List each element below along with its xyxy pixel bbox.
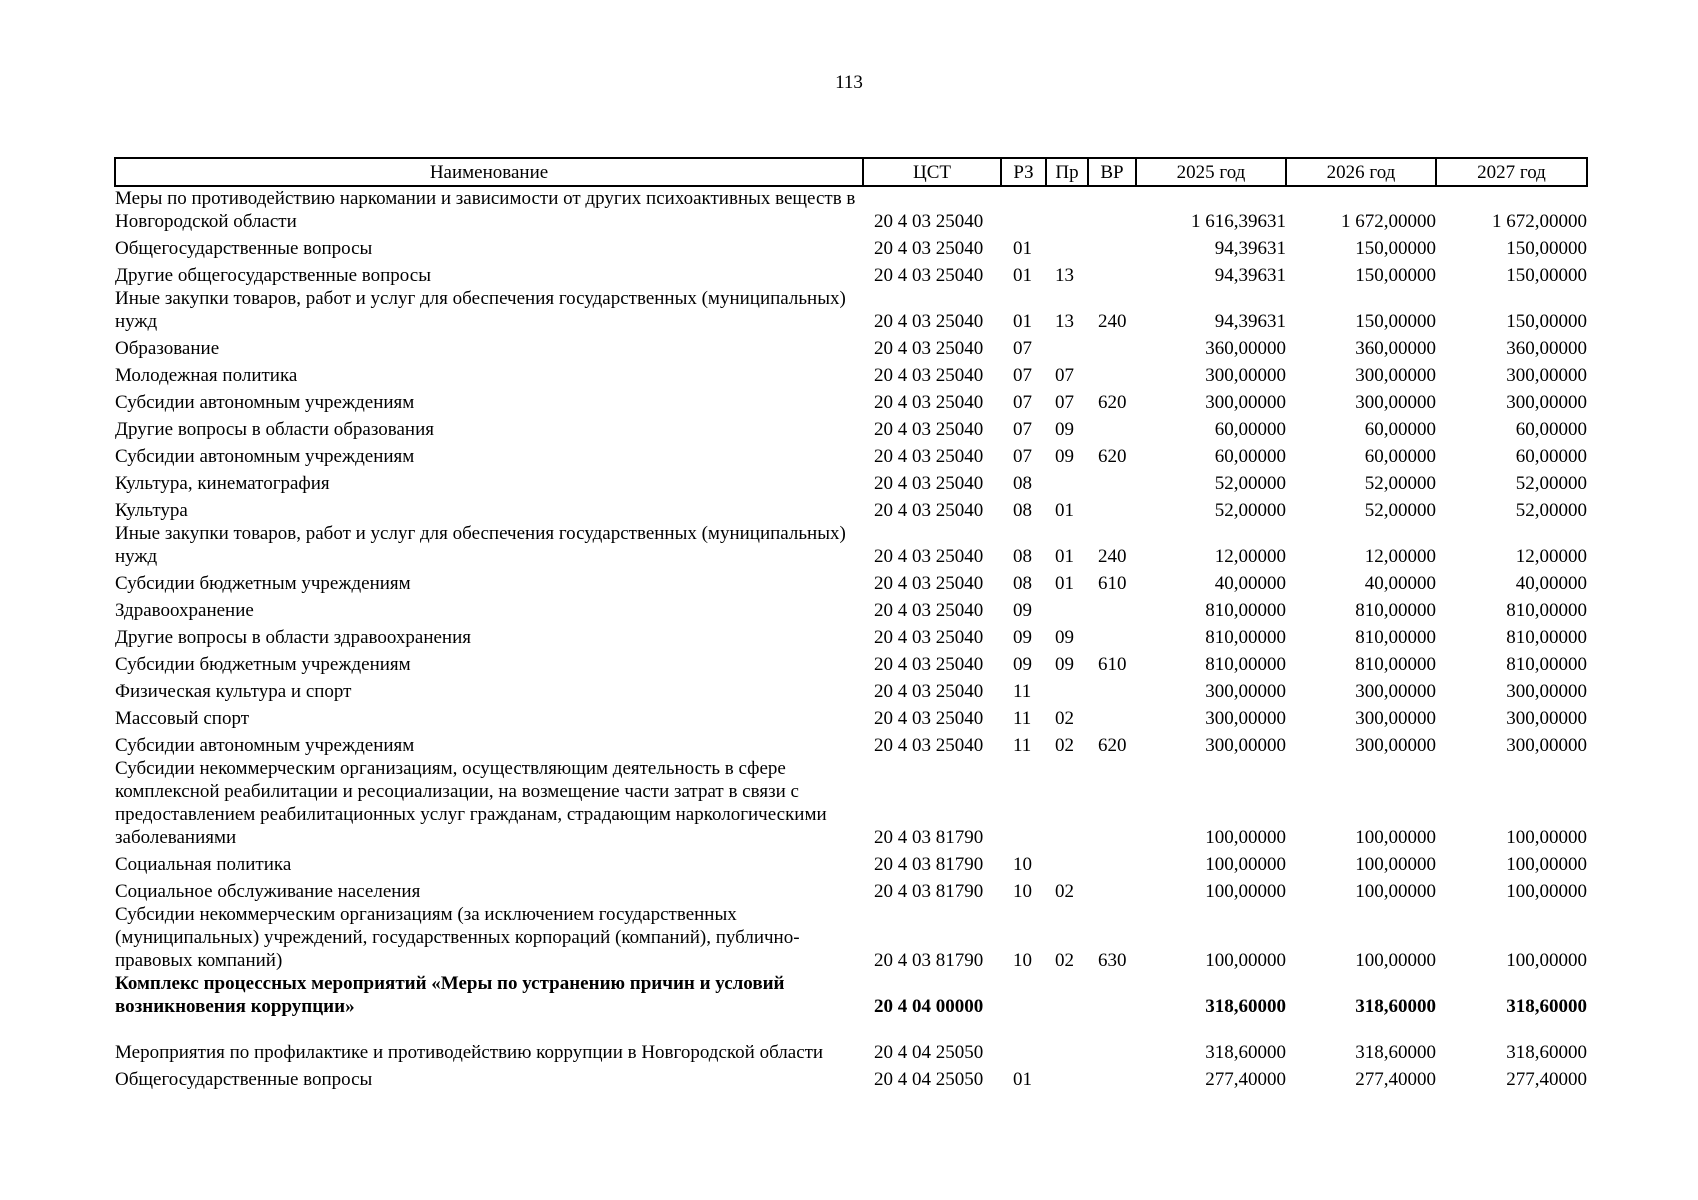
- cell-y2026: 360,00000: [1355, 338, 1436, 359]
- table-row: [115, 414, 1587, 441]
- cell-rz: [1001, 972, 1046, 1018]
- cell-pr: 09: [1055, 419, 1074, 440]
- cell-rz: 07: [1013, 338, 1032, 359]
- cell-cst: 20 4 03 25040: [874, 365, 984, 386]
- cell-vr: [1088, 1064, 1136, 1091]
- cell-y2026: 150,00000: [1355, 238, 1436, 259]
- cell-y2027: 300,00000: [1506, 708, 1587, 729]
- cell-y2025: 318,60000: [1205, 1042, 1286, 1063]
- page-number: 113: [835, 72, 863, 93]
- cell-rz: 11: [1013, 708, 1032, 729]
- cell-vr: [1088, 595, 1136, 622]
- cell-vr: 240: [1098, 546, 1127, 567]
- cell-name: Здравоохранение: [115, 600, 254, 621]
- cell-vr: [1088, 414, 1136, 441]
- cell-vr: [1088, 360, 1136, 387]
- table-row: [115, 622, 1587, 649]
- cell-pr: 01: [1055, 546, 1074, 567]
- cell-y2026: 60,00000: [1364, 419, 1436, 440]
- cell-y2027: 100,00000: [1506, 827, 1587, 848]
- cell-y2026: 60,00000: [1364, 446, 1436, 467]
- table-row: [115, 186, 1587, 233]
- cell-y2027: 300,00000: [1506, 365, 1587, 386]
- cell-name: Массовый спорт: [115, 708, 250, 729]
- cell-y2026: 277,40000: [1355, 1069, 1436, 1090]
- cell-y2026: 52,00000: [1364, 473, 1436, 494]
- cell-y2025: 60,00000: [1214, 419, 1286, 440]
- cell-name: Культура: [115, 500, 188, 521]
- cell-name: Физическая культура и спорт: [115, 681, 352, 702]
- cell-vr: [1088, 849, 1136, 876]
- cell-cst: 20 4 03 25040: [874, 654, 984, 675]
- table-row: [115, 703, 1587, 730]
- cell-name: Культура, кинематография: [115, 473, 330, 494]
- cell-y2026: 52,00000: [1364, 500, 1436, 521]
- cell-y2025: 52,00000: [1214, 473, 1286, 494]
- cell-vr: 620: [1098, 446, 1127, 467]
- cell-pr: 01: [1055, 500, 1074, 521]
- cell-y2027: 360,00000: [1506, 338, 1587, 359]
- cell-pr: [1046, 849, 1088, 876]
- cell-pr: [1046, 186, 1088, 233]
- cell-y2027: 318,60000: [1506, 996, 1587, 1017]
- cell-rz: 01: [1013, 265, 1032, 286]
- cell-y2025: 100,00000: [1205, 950, 1286, 971]
- cell-cst: 20 4 04 25050: [874, 1069, 984, 1090]
- table-row: [115, 1018, 1587, 1064]
- cell-y2025: 100,00000: [1205, 854, 1286, 875]
- cell-cst: 20 4 03 25040: [874, 419, 984, 440]
- cell-y2025: 360,00000: [1205, 338, 1286, 359]
- header-2026: 2026 год: [1286, 158, 1436, 186]
- cell-y2027: 52,00000: [1515, 500, 1587, 521]
- cell-y2027: 1 672,00000: [1492, 211, 1587, 232]
- table-row: [115, 1064, 1587, 1091]
- cell-y2025: 300,00000: [1205, 708, 1286, 729]
- cell-pr: 02: [1055, 708, 1074, 729]
- cell-vr: [1088, 260, 1136, 287]
- cell-rz: 07: [1013, 446, 1032, 467]
- cell-pr: [1046, 1018, 1088, 1064]
- cell-rz: 07: [1013, 392, 1032, 413]
- cell-rz: [1001, 186, 1046, 233]
- cell-rz: 08: [1013, 573, 1032, 594]
- table-row: [115, 468, 1587, 495]
- cell-rz: 09: [1013, 600, 1032, 621]
- cell-y2026: 40,00000: [1364, 573, 1436, 594]
- cell-cst: 20 4 03 81790: [874, 854, 984, 875]
- cell-name: Другие вопросы в области здравоохранения: [115, 627, 472, 648]
- cell-rz: 10: [1013, 854, 1032, 875]
- cell-rz: [1001, 1018, 1046, 1064]
- cell-pr: 02: [1055, 881, 1074, 902]
- cell-rz: 10: [1013, 881, 1032, 902]
- cell-rz: 11: [1013, 735, 1032, 756]
- cell-rz: 07: [1013, 419, 1032, 440]
- cell-cst: 20 4 03 25040: [874, 392, 984, 413]
- cell-name: Субсидии автономным учреждениям: [115, 446, 415, 467]
- cell-y2027: 12,00000: [1515, 546, 1587, 567]
- cell-vr: [1088, 468, 1136, 495]
- cell-cst: 20 4 03 25040: [874, 211, 984, 232]
- cell-rz: 08: [1013, 473, 1032, 494]
- cell-vr: [1088, 186, 1136, 233]
- cell-name: Социальное обслуживание населения: [115, 881, 421, 902]
- cell-name: Общегосударственные вопросы: [115, 238, 373, 259]
- header-2027: 2027 год: [1436, 158, 1587, 186]
- cell-y2027: 60,00000: [1515, 446, 1587, 467]
- table-row: [115, 676, 1587, 703]
- header-name: Наименование: [115, 158, 863, 186]
- table-row: [115, 730, 1587, 757]
- cell-y2027: 300,00000: [1506, 735, 1587, 756]
- cell-cst: 20 4 03 25040: [874, 265, 984, 286]
- cell-name: Другие вопросы в области образования: [115, 419, 434, 440]
- cell-y2025: 52,00000: [1214, 500, 1286, 521]
- table-row: [115, 233, 1587, 260]
- header-cst: ЦСТ: [863, 158, 1001, 186]
- cell-rz: 08: [1013, 500, 1032, 521]
- cell-name: Субсидии некоммерческим организациям (за исключением государственных (муниципальных) учреждений, государственных корпораций (компаний), публично-правовых компаний): [115, 904, 800, 971]
- cell-name: Молодежная политика: [115, 365, 298, 386]
- cell-name: Субсидии бюджетным учреждениям: [115, 573, 411, 594]
- cell-name: Иные закупки товаров, работ и услуг для обеспечения государственных (муниципальных) нужд: [115, 523, 846, 567]
- cell-y2026: 810,00000: [1355, 627, 1436, 648]
- cell-y2026: 150,00000: [1355, 311, 1436, 332]
- cell-y2025: 40,00000: [1214, 573, 1286, 594]
- cell-y2026: 300,00000: [1355, 365, 1436, 386]
- table-row: [115, 649, 1587, 676]
- cell-name: Общегосударственные вопросы: [115, 1069, 373, 1090]
- table-row: [115, 972, 1587, 1018]
- cell-y2025: 12,00000: [1214, 546, 1286, 567]
- cell-y2026: 100,00000: [1355, 950, 1436, 971]
- cell-rz: 01: [1013, 1069, 1032, 1090]
- cell-vr: 610: [1098, 573, 1127, 594]
- cell-y2025: 1 616,39631: [1191, 211, 1286, 232]
- cell-cst: 20 4 03 25040: [874, 735, 984, 756]
- cell-y2025: 100,00000: [1205, 827, 1286, 848]
- cell-y2025: 94,39631: [1214, 265, 1286, 286]
- cell-y2027: 810,00000: [1506, 600, 1587, 621]
- cell-y2025: 810,00000: [1205, 654, 1286, 675]
- cell-y2025: 300,00000: [1205, 735, 1286, 756]
- cell-name: Иные закупки товаров, работ и услуг для обеспечения государственных (муниципальных) нужд: [115, 288, 846, 332]
- cell-cst: 20 4 03 25040: [874, 681, 984, 702]
- table-row: [115, 333, 1587, 360]
- table-row: [115, 441, 1587, 468]
- cell-y2027: 150,00000: [1506, 238, 1587, 259]
- cell-vr: 240: [1098, 311, 1127, 332]
- cell-name: Субсидии автономным учреждениям: [115, 735, 415, 756]
- cell-y2027: 810,00000: [1506, 627, 1587, 648]
- cell-y2027: 300,00000: [1506, 681, 1587, 702]
- cell-name: Субсидии автономным учреждениям: [115, 392, 415, 413]
- cell-y2025: 300,00000: [1205, 392, 1286, 413]
- table-row: [115, 595, 1587, 622]
- cell-rz: 10: [1013, 950, 1032, 971]
- cell-vr: 620: [1098, 735, 1127, 756]
- cell-vr: [1088, 703, 1136, 730]
- cell-pr: 13: [1055, 311, 1074, 332]
- cell-y2026: 810,00000: [1355, 600, 1436, 621]
- header-rz: РЗ: [1001, 158, 1046, 186]
- cell-y2026: 150,00000: [1355, 265, 1436, 286]
- cell-y2026: 100,00000: [1355, 881, 1436, 902]
- cell-name: Меры по противодействию наркомании и зависимости от других психоактивных веществ в Новгородской области: [115, 188, 856, 232]
- cell-pr: [1046, 972, 1088, 1018]
- cell-cst: 20 4 04 00000: [874, 996, 984, 1017]
- cell-y2027: 810,00000: [1506, 654, 1587, 675]
- cell-pr: [1046, 1064, 1088, 1091]
- cell-y2027: 52,00000: [1515, 473, 1587, 494]
- table-row: [115, 387, 1587, 414]
- cell-y2025: 300,00000: [1205, 681, 1286, 702]
- cell-name: Социальная политика: [115, 854, 292, 875]
- cell-pr: 07: [1055, 392, 1074, 413]
- table-row: [115, 522, 1587, 568]
- cell-pr: [1046, 676, 1088, 703]
- cell-y2025: 100,00000: [1205, 881, 1286, 902]
- cell-pr: 02: [1055, 735, 1074, 756]
- cell-y2027: 150,00000: [1506, 311, 1587, 332]
- cell-cst: 20 4 03 81790: [874, 881, 984, 902]
- cell-rz: 01: [1013, 238, 1032, 259]
- cell-pr: [1046, 333, 1088, 360]
- cell-vr: [1088, 972, 1136, 1018]
- header-2025: 2025 год: [1136, 158, 1286, 186]
- cell-y2026: 300,00000: [1355, 681, 1436, 702]
- cell-rz: 09: [1013, 654, 1032, 675]
- cell-y2025: 277,40000: [1205, 1069, 1286, 1090]
- cell-vr: [1088, 876, 1136, 903]
- cell-y2025: 810,00000: [1205, 627, 1286, 648]
- cell-pr: [1046, 757, 1088, 849]
- budget-table: [114, 157, 1588, 1091]
- cell-cst: 20 4 03 25040: [874, 600, 984, 621]
- cell-y2027: 100,00000: [1506, 854, 1587, 875]
- cell-rz: 09: [1013, 627, 1032, 648]
- cell-pr: 07: [1055, 365, 1074, 386]
- table-row: [115, 260, 1587, 287]
- cell-y2027: 100,00000: [1506, 950, 1587, 971]
- cell-vr: [1088, 495, 1136, 522]
- cell-y2027: 318,60000: [1506, 1042, 1587, 1063]
- cell-cst: 20 4 03 25040: [874, 338, 984, 359]
- cell-y2026: 810,00000: [1355, 654, 1436, 675]
- cell-cst: 20 4 03 25040: [874, 311, 984, 332]
- cell-name: Субсидии бюджетным учреждениям: [115, 654, 411, 675]
- cell-y2026: 100,00000: [1355, 854, 1436, 875]
- cell-y2026: 300,00000: [1355, 708, 1436, 729]
- cell-pr: 13: [1055, 265, 1074, 286]
- cell-rz: 07: [1013, 365, 1032, 386]
- cell-y2026: 12,00000: [1364, 546, 1436, 567]
- table-row: [115, 568, 1587, 595]
- table-row: [115, 757, 1587, 849]
- cell-rz: [1001, 757, 1046, 849]
- cell-rz: 11: [1013, 681, 1032, 702]
- cell-name: Комплекс процессных мероприятий «Меры по устранению причин и условий возникновения коррупции»: [115, 973, 785, 1017]
- cell-y2025: 318,60000: [1205, 996, 1286, 1017]
- cell-y2026: 300,00000: [1355, 735, 1436, 756]
- cell-y2026: 300,00000: [1355, 392, 1436, 413]
- header-vr: ВР: [1088, 158, 1136, 186]
- cell-y2026: 318,60000: [1355, 996, 1436, 1017]
- cell-y2025: 94,39631: [1214, 311, 1286, 332]
- cell-pr: 02: [1055, 950, 1074, 971]
- table-row: [115, 287, 1587, 333]
- cell-pr: [1046, 233, 1088, 260]
- cell-cst: 20 4 03 25040: [874, 546, 984, 567]
- cell-rz: 08: [1013, 546, 1032, 567]
- cell-cst: 20 4 03 25040: [874, 238, 984, 259]
- cell-vr: 630: [1098, 950, 1127, 971]
- cell-y2025: 810,00000: [1205, 600, 1286, 621]
- cell-y2025: 60,00000: [1214, 446, 1286, 467]
- cell-name: Субсидии некоммерческим организациям, осуществляющим деятельность в сфере комплексной реабилитации и ресоциализации, на возмещение части затрат в связи с предоставлением реабилитационных услуг гражданам, страдающим наркологическими заболеваниями: [115, 758, 827, 848]
- cell-y2025: 94,39631: [1214, 238, 1286, 259]
- cell-cst: 20 4 03 25040: [874, 708, 984, 729]
- cell-y2026: 318,60000: [1355, 1042, 1436, 1063]
- cell-y2026: 100,00000: [1355, 827, 1436, 848]
- cell-vr: [1088, 333, 1136, 360]
- cell-name: Мероприятия по профилактике и противодействию коррупции в Новгородской области: [115, 1042, 824, 1063]
- cell-pr: 09: [1055, 654, 1074, 675]
- cell-cst: 20 4 03 81790: [874, 827, 984, 848]
- cell-y2027: 277,40000: [1506, 1069, 1587, 1090]
- cell-pr: 09: [1055, 627, 1074, 648]
- cell-vr: [1088, 757, 1136, 849]
- table-row: [115, 495, 1587, 522]
- cell-pr: 09: [1055, 446, 1074, 467]
- cell-vr: [1088, 233, 1136, 260]
- cell-y2027: 60,00000: [1515, 419, 1587, 440]
- cell-y2025: 300,00000: [1205, 365, 1286, 386]
- cell-pr: [1046, 468, 1088, 495]
- cell-vr: [1088, 622, 1136, 649]
- table-header-row: [115, 158, 1587, 186]
- cell-y2027: 150,00000: [1506, 265, 1587, 286]
- cell-pr: 01: [1055, 573, 1074, 594]
- cell-cst: 20 4 03 25040: [874, 473, 984, 494]
- table-row: [115, 360, 1587, 387]
- cell-cst: 20 4 03 25040: [874, 573, 984, 594]
- cell-pr: [1046, 595, 1088, 622]
- cell-cst: 20 4 03 81790: [874, 950, 984, 971]
- cell-y2026: 1 672,00000: [1341, 211, 1436, 232]
- cell-vr: 610: [1098, 654, 1127, 675]
- cell-y2027: 100,00000: [1506, 881, 1587, 902]
- cell-cst: 20 4 03 25040: [874, 627, 984, 648]
- cell-vr: 620: [1098, 392, 1127, 413]
- cell-y2027: 300,00000: [1506, 392, 1587, 413]
- cell-cst: 20 4 04 25050: [874, 1042, 984, 1063]
- table-row: [115, 876, 1587, 903]
- cell-name: Образование: [115, 338, 220, 359]
- cell-vr: [1088, 676, 1136, 703]
- table-row: [115, 903, 1587, 972]
- cell-rz: 01: [1013, 311, 1032, 332]
- cell-vr: [1088, 1018, 1136, 1064]
- table-row: [115, 849, 1587, 876]
- cell-cst: 20 4 03 25040: [874, 446, 984, 467]
- cell-cst: 20 4 03 25040: [874, 500, 984, 521]
- cell-y2027: 40,00000: [1515, 573, 1587, 594]
- header-pr: Пр: [1046, 158, 1088, 186]
- cell-name: Другие общегосударственные вопросы: [115, 265, 431, 286]
